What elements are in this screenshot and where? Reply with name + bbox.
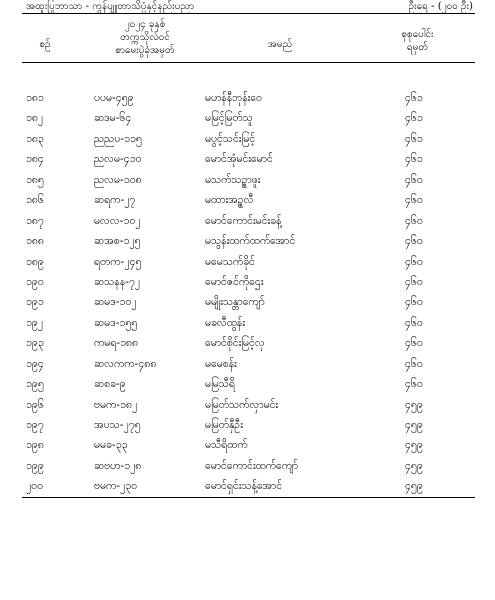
results-table xyxy=(0,88,495,497)
count-header: ဦးရေ - (၂၀၀ ဦး) xyxy=(408,1,473,12)
table-row xyxy=(0,354,495,374)
student-name: မမြတ်သက်လှာမင်း xyxy=(205,398,279,411)
row-number: ၁၉၃ xyxy=(26,337,44,350)
header-bottom-rule xyxy=(22,62,475,63)
row-number: ၁၉၄ xyxy=(26,357,44,370)
student-name: မမေစန်း xyxy=(205,357,237,370)
table-row xyxy=(0,415,495,435)
student-name: မမြသီရိ xyxy=(205,378,235,391)
row-number: ၁၉၉ xyxy=(26,459,44,472)
row-number: ၁၉၅ xyxy=(26,378,44,391)
table-row xyxy=(0,129,495,149)
exam-id: ဆစခ-၉ xyxy=(94,378,126,391)
student-name: မမြင့်မြတ်သူ xyxy=(205,112,253,125)
column-header-name: အမည် xyxy=(267,39,293,50)
exam-id-header-line-3: စာမေးပွဲခုံအမှတ် xyxy=(115,45,175,56)
exam-id: ညညပ-၁၁၅ xyxy=(94,132,142,145)
student-name: မောင်ရှင်းသန့်အောင် xyxy=(205,480,283,493)
total-score: ၄၅၉ xyxy=(405,398,423,411)
score-header-line-2: ရမှတ် xyxy=(406,42,429,53)
student-name: မောင်ကောင်းမင်းခန့် xyxy=(205,214,282,227)
row-number: ၁၉၀ xyxy=(26,275,44,288)
total-score: ၄၆၁ xyxy=(405,132,423,145)
total-score: ၄၆၀ xyxy=(405,316,423,329)
exam-id: ရတက-၂၄၅ xyxy=(94,255,142,268)
row-number: ၁၈၄ xyxy=(26,153,44,166)
total-score: ၄၆၀ xyxy=(405,194,423,207)
student-name: မဟန်နီဘုန်းဝေ xyxy=(205,92,262,104)
column-header-exam-id xyxy=(85,18,205,57)
total-score: ၄၆၀ xyxy=(405,214,423,227)
table-row xyxy=(0,211,495,231)
table-row xyxy=(0,292,495,312)
table-row xyxy=(0,190,495,210)
exam-id: ဆအစ-၁၂၅ xyxy=(94,235,141,248)
row-number: ၁၈၃ xyxy=(26,132,44,145)
table-row xyxy=(0,231,495,251)
total-score: ၄၅၉ xyxy=(405,419,423,431)
column-header-no: စဉ် xyxy=(39,39,51,50)
student-name: မောင်စိုင်းမြင့်လှ xyxy=(205,337,265,350)
row-number: ၁၈၆ xyxy=(26,194,44,207)
exam-id: အပသ-၂၇၅ xyxy=(94,419,141,431)
table-row xyxy=(0,272,495,292)
table-row xyxy=(0,374,495,394)
exam-id: ညလမ-၄၁၀ xyxy=(94,153,142,166)
exam-id: ကမရ-၁၈၈ xyxy=(94,337,138,350)
row-number: ၁၈၉ xyxy=(26,255,44,268)
total-score: ၄၆၀ xyxy=(405,378,423,391)
total-score: ၄၅၉ xyxy=(405,459,423,472)
row-number: ၂၀၀ xyxy=(26,480,43,493)
exam-id: ဆသနန-၇၂ xyxy=(94,275,141,288)
score-header-line-1: စုစုပေါင်း xyxy=(401,29,434,40)
table-row xyxy=(0,313,495,333)
exam-id-header-line-1: ၂၀၂၄ ခုနှစ် xyxy=(124,19,166,30)
exam-id: ညလမ-၁၀၈ xyxy=(94,173,142,186)
student-name: မောင်ကောင်းထက်ကျော် xyxy=(205,459,299,472)
student-name: မောင်ဇင်ကိုဌေး xyxy=(205,275,264,288)
row-number: ၁၉၂ xyxy=(26,316,43,329)
total-score: ၄၅၉ xyxy=(405,480,423,493)
exam-id: ဆရက-၂၇ xyxy=(94,194,136,207)
exam-id: ဆမဒ-၁၅၅ xyxy=(94,316,138,329)
total-score: ၄၆၁ xyxy=(405,153,423,166)
total-score: ၄၅၉ xyxy=(405,439,423,452)
student-name: မမျိုးသန္တာကျော် xyxy=(205,296,265,309)
exam-id: ဆဗဟ-၁၂၈ xyxy=(94,459,142,472)
exam-id: ဗမက-၁၈၂ xyxy=(94,398,138,411)
student-name: မခလီထွန်း xyxy=(205,316,246,329)
exam-id: မလလ-၁၀၂ xyxy=(94,214,141,227)
total-score: ၄၆၀ xyxy=(405,173,423,186)
table-row xyxy=(0,333,495,353)
table-row xyxy=(0,108,495,128)
student-name: မသီရိထက် xyxy=(205,439,248,452)
exam-id: ဗမက-၂၃၀ xyxy=(94,480,138,493)
total-score: ၄၆၁ xyxy=(405,92,423,104)
total-score: ၄၆၀ xyxy=(405,337,423,350)
table-row xyxy=(0,476,495,496)
row-number: ၁၈၇ xyxy=(26,214,44,227)
table-row xyxy=(0,456,495,476)
exam-id-header-line-2: တက္ကသိုလ်ဝင် xyxy=(120,32,170,43)
row-number: ၁၈၂ xyxy=(26,112,44,125)
student-name: မမေသက်ခိုင် xyxy=(205,255,255,268)
top-rule xyxy=(22,13,475,14)
table-row xyxy=(0,395,495,415)
row-number: ၁၉၁ xyxy=(26,296,44,309)
total-score: ၄၆၀ xyxy=(405,296,423,309)
table-row xyxy=(0,149,495,169)
row-number: ၁၈၁ xyxy=(26,92,44,104)
row-number: ၁၈၅ xyxy=(26,173,44,186)
table-row xyxy=(0,252,495,272)
total-score: ၄၆၀ xyxy=(405,357,423,370)
total-score: ၄၆၀ xyxy=(405,235,423,248)
total-score: ၄၆၀ xyxy=(405,255,423,268)
exam-id: ဆမဒ-၁၀၂ xyxy=(94,296,137,309)
table-row xyxy=(0,170,495,190)
subject-header: အထူးပြုဘာသာ - ကွန်ပျူတာသိပ္ပံနှင့်နည်းပညာ xyxy=(26,1,195,12)
student-name: မမြတ်နှီဦး xyxy=(205,419,243,431)
student-name: မထားအဥ္စလီ xyxy=(205,194,254,207)
student-name: မပွင့်သင်းမြင့် xyxy=(205,132,256,145)
exam-id: ပပမ-၄၅၉ xyxy=(94,92,134,104)
table-row xyxy=(0,435,495,455)
row-number: ၁၉၆ xyxy=(26,398,44,411)
row-number: ၁၉၈ xyxy=(26,439,44,452)
row-number: ၁၈၈ xyxy=(26,235,44,248)
exam-id: ဆဒမ-၆၄ xyxy=(94,112,132,125)
student-name: မောင်အုံမင်းမောင် xyxy=(205,153,273,166)
total-score: ၄၆၁ xyxy=(405,112,423,125)
student-name: မသွန်းထက်ထက်အောင် xyxy=(205,235,296,248)
exam-id: ဆလကက-၄၈၈ xyxy=(94,357,157,370)
total-score: ၄၆၀ xyxy=(405,275,423,288)
table-row xyxy=(0,88,495,108)
student-name: မသက်သဉ္စာဖူး xyxy=(205,173,261,186)
column-header-score xyxy=(375,28,460,54)
row-number: ၁၉၇ xyxy=(26,419,44,431)
exam-id: မမခ-၃၃ xyxy=(94,439,128,452)
bottom-rule xyxy=(22,497,475,498)
